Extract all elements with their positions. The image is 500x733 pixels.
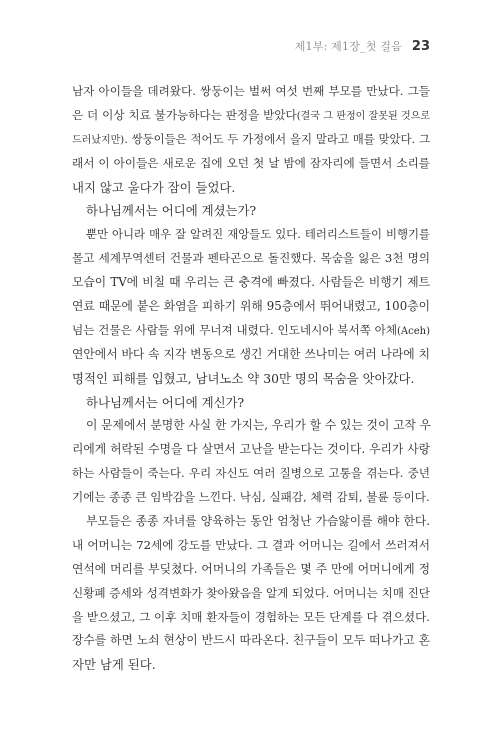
text-line: 신황폐 증세와 성격변화가 찾아왔음을 알게 되었다. 어머니는 치매 진단	[72, 585, 430, 600]
text-line: 하는 사람들이 죽는다. 우리 자신도 여러 질병으로 고통을 겪는다. 중년	[72, 466, 430, 481]
text-line: 몰고 세계무역센터 건물과 펜타곤으로 돌진했다. 목숨을 잃은 3천 명의	[72, 251, 430, 266]
text-line: 장수를 하면 노쇠 현상이 반드시 따라온다. 친구들이 모두 떠나가고 혼	[72, 633, 430, 648]
text-line: 기에는 종종 큰 임박감을 느낀다. 낙심, 실패감, 체력 감퇴, 불륜 등이다.	[72, 490, 430, 505]
text-line: 내 어머니는 72세에 강도를 만났다. 그 결과 어머니는 길에서 쓰러져서	[72, 537, 430, 552]
text-line: 뿐만 아니라 매우 잘 알려진 재앙들도 있다. 테러리스트들이 비행기를	[86, 227, 430, 242]
text-line: 래서 이 아이들은 새로운 집에 오던 첫 날 밤에 잠자리에 들면서 소리를	[72, 155, 430, 170]
parenthetical-note: (Aceh)	[397, 325, 430, 337]
text-line: 넘는 건물은 사람들 위에 무너져 내렸다. 인도네시아 북서쪽 아체(Aceh)	[72, 322, 430, 337]
text-line: 명적인 피해를 입혔고, 남녀노소 약 30만 명의 목숨을 앗아갔다.	[72, 370, 415, 386]
text-line: 부모들은 종종 자녀를 양육하는 동안 엄청난 가슴앓이를 해야 한다.	[86, 514, 430, 529]
parenthetical-note: (결국 그 판정이 잘못된 것으로	[296, 110, 430, 122]
text-line: 리에게 허락된 수명을 다 살면서 고난을 받는다는 것이다. 우리가 사랑	[72, 442, 430, 457]
text-line: 연석에 머리를 부딪쳤다. 어머니의 가족들은 몇 주 만에 어머니에게 정	[72, 561, 430, 576]
chapter-title: 제1부: 제1장_첫 걸음	[294, 40, 402, 53]
text-line: 을 받으셨고, 그 이후 치매 환자들이 경험하는 모든 단계를 다 겪으셨다.	[72, 609, 430, 624]
parenthetical-note: 드러났지만)	[72, 134, 125, 146]
text-line: 모습이 TV에 비칠 때 우리는 큰 충격에 빠졌다. 사람들은 비행기 제트	[72, 275, 430, 290]
text-line: 연안에서 바다 속 지각 변동으로 생긴 거대한 쓰나미는 여러 나라에 치	[72, 346, 430, 361]
question-line: 하나님께서는 어디에 계신가?	[86, 394, 245, 410]
running-header	[295, 38, 430, 54]
text-line: 드러났지만). 쌍둥이들은 적어도 두 가정에서 을지 말라고 매를 맞았다. 그	[72, 131, 430, 146]
page-number: 23	[411, 39, 430, 54]
text-line: 내지 않고 울다가 잠이 들었다.	[72, 179, 236, 195]
text-line: 자만 남게 된다.	[72, 657, 156, 673]
question-line: 하나님께서는 어디에 계셨는가?	[86, 203, 257, 219]
text-line: 연료 때문에 붙은 화염을 피하기 위해 95층에서 뛰어내렸고, 100층이	[72, 299, 430, 314]
text-line: 남자 아이들을 데려왔다. 쌍둥이는 벌써 여섯 번째 부모를 만났다. 그들	[72, 84, 430, 98]
body-text	[72, 80, 430, 677]
text-line: 이 문제에서 분명한 사실 한 가지는, 우리가 할 수 있는 것이 고작 우	[86, 418, 432, 433]
text-line: 은 더 이상 치료 불가능하다는 판정을 받았다(결국 그 판정이 잘못된 것으로	[72, 107, 430, 122]
